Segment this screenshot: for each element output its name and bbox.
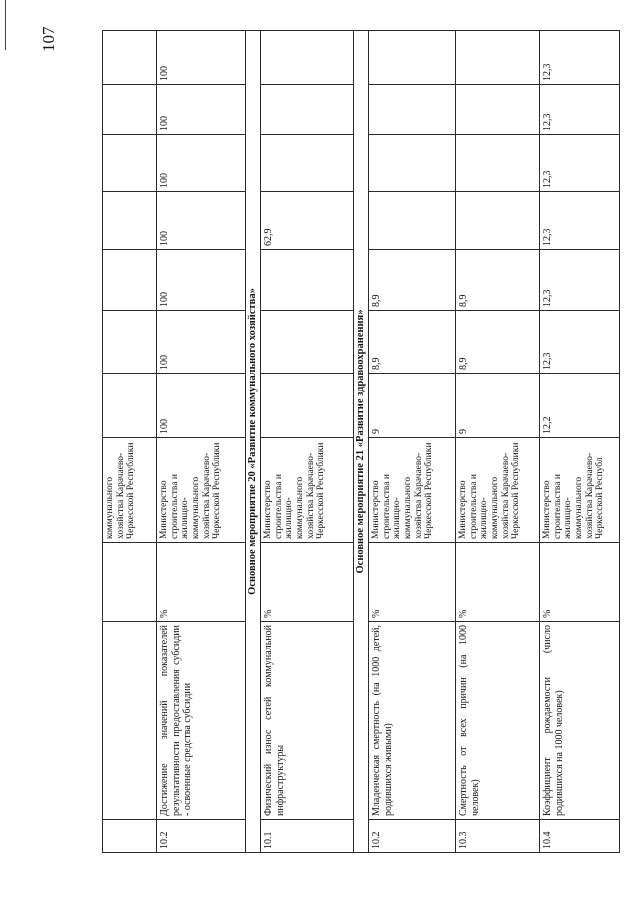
unit-cell: %	[456, 543, 540, 622]
value-cell	[456, 31, 540, 85]
value-cell: 100	[157, 192, 246, 250]
value-cell	[261, 135, 354, 192]
value-cell	[103, 85, 157, 135]
indicator-name-cell: Коэффициент рождаемости (число родившихся на 1000 человек)	[540, 622, 620, 820]
value-cell	[103, 192, 157, 250]
value-cell: 12,3	[540, 192, 620, 250]
value-cell: 8,9	[369, 311, 456, 374]
value-cell: 8,9	[456, 250, 540, 311]
value-cell	[456, 192, 540, 250]
unit-cell: %	[157, 543, 246, 622]
value-cell	[261, 374, 354, 438]
value-cell: 12,3	[540, 135, 620, 192]
table-row	[261, 31, 354, 853]
value-cell: 9	[456, 374, 540, 438]
value-cell	[261, 31, 354, 85]
section-title: Основное мероприятие 20 «Развитие коммунального хозяйства»	[246, 31, 261, 853]
responsible-executor-cell: Министерство строительства и жилищно-коммунального хозяйства Карачаево-Черкесской Республики	[261, 438, 354, 543]
responsible-executor-cell: коммунального хозяйства Карачаево-Черкесской Республики	[103, 438, 157, 543]
unit-cell: %	[369, 543, 456, 622]
rotated-page-content	[102, 30, 620, 853]
value-cell: 12,2	[540, 374, 620, 438]
value-cell: 12,3	[540, 85, 620, 135]
value-cell: 9	[369, 374, 456, 438]
page-number: 107	[39, 26, 58, 52]
value-cell	[261, 85, 354, 135]
value-cell: 8,9	[369, 250, 456, 311]
indicator-name-cell: Младенческая смертность (на 1000 детей, родившихся живыми)	[369, 622, 456, 820]
value-cell	[456, 85, 540, 135]
value-cell: 12,3	[540, 250, 620, 311]
value-cell	[261, 250, 354, 311]
section-header-row	[246, 31, 261, 853]
row-number-cell	[103, 820, 157, 853]
value-cell: 100	[157, 374, 246, 438]
table-row	[157, 31, 246, 853]
value-cell: 100	[157, 311, 246, 374]
table-row	[456, 31, 540, 853]
value-cell	[103, 135, 157, 192]
value-cell	[369, 135, 456, 192]
table-row	[540, 31, 620, 853]
indicator-name-cell: Физический износ сетей коммунальной инфраструктуры	[261, 622, 354, 820]
unit-cell	[103, 543, 157, 622]
page-edge-line	[5, 0, 6, 50]
value-cell	[261, 311, 354, 374]
value-cell: 100	[157, 31, 246, 85]
unit-cell: %	[261, 543, 354, 622]
value-cell	[369, 31, 456, 85]
value-cell: 100	[157, 85, 246, 135]
section-header-row	[354, 31, 369, 853]
value-cell: 100	[157, 250, 246, 311]
value-cell: 12,3	[540, 311, 620, 374]
indicator-name-cell: Достижение значений показателей результативности предоставления субсидии - освоенные средства субсидии	[157, 622, 246, 820]
value-cell	[369, 85, 456, 135]
value-cell: 62,9	[261, 192, 354, 250]
row-number-cell: 10.4	[540, 820, 620, 853]
row-number-cell: 10.2	[369, 820, 456, 853]
indicator-name-cell	[103, 622, 157, 820]
value-cell	[103, 311, 157, 374]
value-cell: 100	[157, 135, 246, 192]
responsible-executor-cell: Министерство строительства и жилищно-коммунального хозяйства Карачаево-Черкесской Республики	[369, 438, 456, 543]
value-cell	[103, 31, 157, 85]
value-cell	[456, 135, 540, 192]
responsible-executor-cell: Министерство строительства и жилищно-коммунального хозяйства Карачаево-Черкесской Республ	[540, 438, 620, 543]
table-row	[369, 31, 456, 853]
responsible-executor-cell: Министерство строительства и жилищно-коммунального хозяйства Карачаево-Черкесской Республики	[157, 438, 246, 543]
indicator-name-cell: Смертность от всех причин (на 1000 человек)	[456, 622, 540, 820]
row-number-cell: 10.2	[157, 820, 246, 853]
value-cell: 12,3	[540, 31, 620, 85]
value-cell	[103, 250, 157, 311]
table-row	[103, 31, 157, 853]
table-body	[103, 31, 620, 853]
unit-cell: %	[540, 543, 620, 622]
indicators-table	[102, 30, 620, 853]
value-cell: 8,9	[456, 311, 540, 374]
value-cell	[103, 374, 157, 438]
row-number-cell: 10.3	[456, 820, 540, 853]
value-cell	[369, 192, 456, 250]
row-number-cell: 10.1	[261, 820, 354, 853]
responsible-executor-cell: Министерство строительства и жилищно-коммунального хозяйства Карачаево-Черкесской Республики	[456, 438, 540, 543]
section-title: Основное мероприятие 21 «Развитие здравоохранения»	[354, 31, 369, 853]
